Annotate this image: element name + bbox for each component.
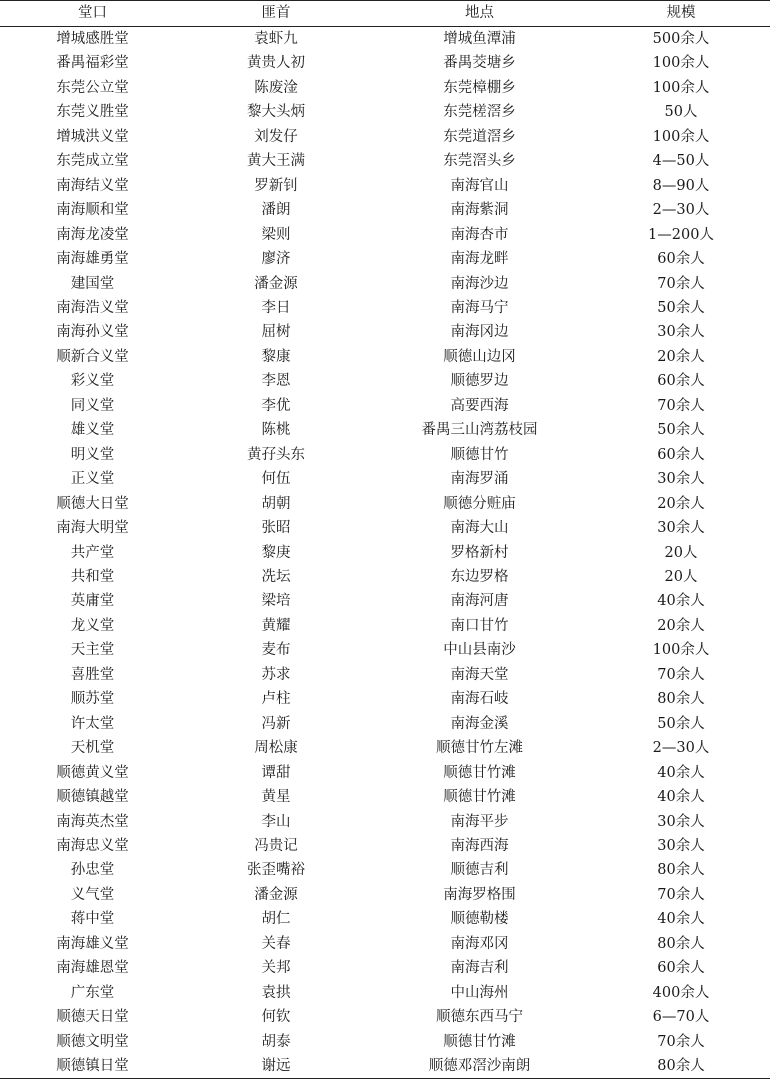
cell-leader: 胡朝 [261,495,291,512]
cell-leader: 卢柱 [261,691,291,708]
table-row [0,223,770,247]
cell-leader: 廖济 [261,251,291,268]
table-row [0,174,770,198]
cell-location: 增城鱼潭浦 [443,31,516,47]
cell-hall: 顺德天日堂 [56,1009,129,1026]
cell-location: 番禺茭塘乡 [443,55,516,72]
cell-location: 顺德邓滘沙南朗 [367,1054,592,1079]
table-row [0,785,770,809]
cell-scale: 70余人 [657,1033,705,1050]
cell-scale: 70余人 [657,275,705,292]
cell-leader: 关邦 [261,960,291,977]
cell-scale: 100余人 [652,79,710,96]
cell-leader: 屈树 [261,324,291,341]
table-row [0,198,770,222]
cell-hall: 南海雄恩堂 [56,960,129,977]
cell-location: 南海紫洞 [450,202,509,219]
cell-scale: 60余人 [657,251,705,268]
cell-scale: 2—30人 [652,740,710,757]
cell-leader: 黄大王满 [247,153,305,170]
cell-hall: 顺德镇日堂 [0,1054,185,1079]
table-row [0,369,770,393]
table-row [0,320,770,344]
cell-scale: 30余人 [657,324,705,341]
cell-location: 南海龙畔 [450,251,509,268]
cell-location: 高要西海 [450,397,509,414]
cell-scale: 40余人 [657,789,705,806]
cell-hall: 正义堂 [70,471,115,488]
table-row [0,858,770,882]
cell-location: 顺德甘竹滩 [443,1033,516,1050]
cell-leader: 麦布 [261,642,291,659]
cell-hall: 建国堂 [70,275,115,292]
table-row [0,272,770,296]
table-row [0,712,770,736]
cell-leader: 潘金源 [254,275,298,292]
cell-scale: 30余人 [657,520,705,537]
cell-location: 东莞滘头乡 [443,153,516,170]
table-row [0,883,770,907]
cell-hall: 顺新合义堂 [56,348,129,365]
cell-leader: 罗新钊 [254,177,298,194]
cell-scale: 100余人 [652,642,710,659]
cell-hall: 南海雄义堂 [56,935,129,952]
cell-leader: 黄孖头东 [247,446,305,463]
table-header [0,1,770,27]
header-hall: 堂口 [0,1,185,27]
cell-leader: 潘朗 [261,202,291,219]
cell-leader: 冯贵记 [254,837,298,854]
table-row [0,492,770,516]
table-row [0,296,770,320]
cell-scale: 20余人 [657,617,705,634]
cell-hall: 南海忠义堂 [56,837,129,854]
table-row [0,443,770,467]
cell-scale: 2—30人 [652,202,710,219]
cell-scale: 20余人 [657,348,705,365]
cell-leader: 李山 [261,813,291,830]
cell-scale: 30余人 [657,471,705,488]
table-row [0,516,770,540]
cell-scale: 4—50人 [652,153,710,170]
cell-hall: 天机堂 [70,740,115,757]
cell-leader: 黎庚 [261,544,291,561]
cell-scale: 50余人 [657,299,705,316]
cell-scale: 70余人 [657,397,705,414]
cell-scale: 50余人 [657,422,705,439]
cell-hall: 南海顺和堂 [56,202,129,219]
cell-leader: 张昭 [261,520,291,537]
cell-location: 中山海州 [450,984,509,1001]
cell-hall: 孙忠堂 [70,862,115,879]
header-location: 地点 [367,1,592,27]
table-row [0,834,770,858]
cell-hall: 英庸堂 [70,593,115,610]
cell-location: 南海沙边 [450,275,509,292]
table-row [0,589,770,613]
cell-hall: 番禺福彩堂 [56,55,129,72]
cell-hall: 义气堂 [70,886,115,903]
cell-hall: 顺德镇越堂 [56,789,129,806]
cell-location: 顺德吉利 [450,862,509,879]
cell-scale: 500余人 [652,31,710,47]
cell-leader: 苏求 [261,666,291,683]
cell-hall: 东莞义胜堂 [56,104,129,121]
table-row [0,761,770,785]
table-row [0,638,770,662]
cell-hall: 共和堂 [70,568,115,585]
cell-scale: 40余人 [657,911,705,928]
cell-scale: 8—90人 [652,177,710,194]
cell-location: 顺德甘竹左滩 [436,740,523,757]
cell-location: 南海平步 [450,813,509,830]
cell-location: 东边罗格 [450,568,509,585]
cell-location: 顺德甘竹滩 [443,764,516,781]
cell-hall: 南海浩义堂 [56,299,129,316]
cell-leader: 陈废淦 [254,79,298,96]
table-row [0,125,770,149]
cell-location: 顺德甘竹 [450,446,509,463]
cell-location: 南海河唐 [450,593,509,610]
cell-scale: 70余人 [657,666,705,683]
cell-location: 东莞槎滘乡 [443,104,516,121]
cell-location: 中山县南沙 [443,642,516,659]
cell-scale: 100余人 [652,128,710,145]
table-row [0,27,770,52]
table-row [0,76,770,100]
cell-location: 南海冈边 [450,324,509,341]
cell-hall: 南海孙义堂 [56,324,129,341]
cell-location: 南海马宁 [450,299,509,316]
table-row [0,100,770,124]
cell-hall: 广东堂 [70,984,115,1001]
cell-location: 顺德东西马宁 [436,1009,523,1026]
table-row [0,345,770,369]
cell-hall: 蒋中堂 [70,911,115,928]
cell-leader: 何伍 [261,471,291,488]
cell-scale: 6—70人 [652,1009,710,1026]
cell-location: 顺德分赃庙 [443,495,516,512]
cell-leader: 黎大头炳 [247,104,305,121]
cell-location: 南海邓冈 [450,935,509,952]
cell-hall: 增城洪义堂 [56,128,129,145]
cell-leader: 冯新 [261,715,291,732]
cell-leader: 胡仁 [261,911,291,928]
cell-scale: 40余人 [657,593,705,610]
table-row [0,247,770,271]
cell-scale: 30余人 [657,813,705,830]
table-row [0,614,770,638]
cell-scale: 30余人 [657,837,705,854]
header-scale: 规模 [592,1,770,27]
header-leader: 匪首 [185,1,367,27]
cell-location: 南海杏市 [450,226,509,243]
table-row [0,932,770,956]
cell-location: 顺德罗边 [450,373,509,390]
cell-leader: 冼坛 [261,568,291,585]
cell-leader: 李恩 [261,373,291,390]
cell-hall: 顺德黄义堂 [56,764,129,781]
cell-scale: 400余人 [652,984,710,1001]
cell-leader: 黄星 [261,789,291,806]
cell-leader: 张歪嘴裕 [247,862,305,879]
cell-location: 南海官山 [450,177,509,194]
cell-location: 南海大山 [450,520,509,537]
table-row [0,1054,770,1079]
cell-leader: 刘发仔 [254,128,298,145]
table-row [0,810,770,834]
table-row [0,541,770,565]
table-row [0,467,770,491]
cell-location: 南口甘竹 [450,617,509,634]
cell-hall: 许太堂 [70,715,115,732]
cell-location: 南海西海 [450,837,509,854]
cell-leader: 陈桃 [261,422,291,439]
cell-hall: 共产堂 [70,544,115,561]
cell-leader: 周松康 [254,740,298,757]
cell-leader: 何钦 [261,1009,291,1026]
cell-hall: 顺德大日堂 [56,495,129,512]
cell-scale: 1—200人 [648,226,714,243]
cell-scale: 20余人 [657,495,705,512]
cell-hall: 顺苏堂 [70,691,115,708]
table-row [0,1005,770,1029]
cell-scale: 80余人 [657,935,705,952]
cell-scale: 70余人 [657,886,705,903]
cell-hall: 同义堂 [70,397,115,414]
cell-hall: 东莞公立堂 [56,79,129,96]
cell-location: 罗格新村 [450,544,509,561]
cell-scale: 60余人 [657,960,705,977]
cell-scale: 60余人 [657,446,705,463]
cell-scale: 20人 [664,544,698,561]
table-row [0,149,770,173]
cell-location: 番禺三山湾荔枝园 [421,422,538,439]
table-row [0,51,770,75]
cell-scale: 100余人 [652,55,710,72]
header-row [0,1,770,27]
cell-scale: 60余人 [657,373,705,390]
cell-hall: 顺德文明堂 [56,1033,129,1050]
cell-hall: 南海大明堂 [56,520,129,537]
cell-location: 南海天堂 [450,666,509,683]
cell-hall: 南海龙凌堂 [56,226,129,243]
cell-scale: 80余人 [657,862,705,879]
cell-scale: 80余人 [657,691,705,708]
table-row [0,956,770,980]
cell-leader: 袁拱 [261,984,291,1001]
table-row [0,418,770,442]
cell-location: 南海金溪 [450,715,509,732]
cell-hall: 明义堂 [70,446,115,463]
cell-scale: 20人 [664,568,698,585]
cell-leader: 梁则 [261,226,291,243]
cell-leader: 黎康 [261,348,291,365]
cell-hall: 彩义堂 [70,373,115,390]
cell-leader: 李日 [261,299,291,316]
cell-location: 南海罗格围 [443,886,516,903]
cell-leader: 李优 [261,397,291,414]
table-body [0,27,770,1079]
cell-hall: 南海结义堂 [56,177,129,194]
cell-location: 顺德勒楼 [450,911,509,928]
cell-hall: 天主堂 [70,642,115,659]
cell-hall: 东莞成立堂 [56,153,129,170]
cell-hall: 雄义堂 [70,422,115,439]
cell-leader: 谢远 [185,1054,367,1079]
cell-leader: 袁虾九 [254,31,298,47]
table-row [0,663,770,687]
cell-hall: 喜胜堂 [70,666,115,683]
cell-location: 南海罗涌 [450,471,509,488]
cell-scale: 50余人 [657,715,705,732]
cell-hall: 南海英杰堂 [56,813,129,830]
table-row [0,565,770,589]
cell-hall: 龙义堂 [70,617,115,634]
cell-leader: 梁培 [261,593,291,610]
cell-location: 东莞道滘乡 [443,128,516,145]
cell-leader: 谭甜 [261,764,291,781]
table-row [0,907,770,931]
cell-location: 东莞樟棚乡 [443,79,516,96]
cell-location: 顺德甘竹滩 [443,789,516,806]
cell-leader: 潘金源 [254,886,298,903]
table-row [0,687,770,711]
cell-location: 南海石岐 [450,691,509,708]
cell-leader: 关春 [261,935,291,952]
cell-leader: 胡泰 [261,1033,291,1050]
cell-hall: 增城感胜堂 [56,31,129,47]
table-row [0,394,770,418]
cell-leader: 黄贵人初 [247,55,305,72]
table-row [0,1030,770,1054]
cell-hall: 南海雄勇堂 [56,251,129,268]
cell-scale: 40余人 [657,764,705,781]
cell-location: 顺德山边冈 [443,348,516,365]
cell-scale: 80余人 [592,1054,770,1079]
cell-scale: 50人 [664,104,698,121]
cell-leader: 黄耀 [261,617,291,634]
cell-location: 南海吉利 [450,960,509,977]
table-row [0,981,770,1005]
table-row [0,736,770,760]
